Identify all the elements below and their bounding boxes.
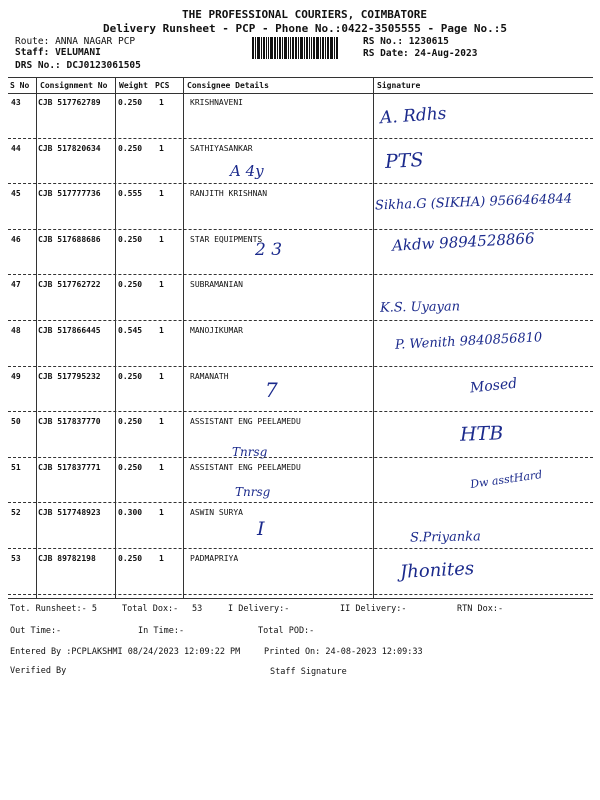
sno-cell: 46 (11, 234, 21, 244)
col-divider (373, 78, 374, 598)
verified-by: Verified By (10, 666, 67, 676)
rs-no-value: 1230615 (408, 36, 449, 47)
rs-date-label: RS Date: (363, 48, 409, 59)
route-label: Route: (15, 36, 50, 47)
pcs-cell: 1 (159, 189, 164, 199)
weight-cell: 0.250 (118, 462, 143, 472)
col-header-signature: Signature (377, 81, 421, 90)
consignment-cell: CJB 517837771 (38, 462, 101, 472)
sno-cell: 53 (11, 554, 21, 563)
consignment-cell: CJB 517762722 (38, 280, 101, 290)
consignee-cell: RANJITH KRISHNAN (190, 189, 268, 199)
entered-by: Entered By :PCPLAKSHMI 08/24/2023 12:09:22 PM (10, 647, 241, 657)
staff-value: VELUMANI (55, 47, 101, 58)
runsheet-subtitle: Delivery Runsheet - PCP - Phone No.:0422-3505555 - Page No.:5 (103, 22, 507, 35)
sno-cell: 43 (11, 98, 21, 107)
pcs-cell: 1 (159, 417, 164, 427)
consignee-cell: ASSISTANT ENG PEELAMEDU (190, 417, 301, 427)
total-pod: Total POD:- (258, 626, 315, 636)
sno-cell: 47 (11, 280, 21, 290)
rs-date-value: 24-Aug-2023 (414, 48, 478, 59)
printed-on: Printed On: 24-08-2023 12:09:33 (264, 647, 423, 657)
handwritten-signature: Akdw 9894528866 (391, 229, 535, 255)
col-header-sno: S No (10, 81, 30, 90)
pcs-cell: 1 (159, 280, 164, 290)
out-time: Out Time:- (10, 626, 62, 636)
pcs-cell: 1 (159, 554, 164, 563)
consignee-cell: SUBRAMANIAN (190, 280, 243, 290)
weight-cell: 0.250 (118, 280, 143, 290)
consignee-cell: RAMANATH (190, 371, 229, 381)
rs-no-label: RS No.: (363, 36, 404, 47)
rs-date-row (363, 48, 477, 59)
consignee-cell: ASWIN SURYA (190, 508, 243, 518)
handwritten-signature: S.Priyanka (409, 529, 481, 547)
table-bottom-rule (8, 598, 593, 599)
handwritten-signature: K.S. Uyayan (379, 299, 461, 317)
rs-no-row (363, 36, 449, 47)
consignment-cell: CJB 517762789 (38, 98, 101, 107)
tot-runsheet: Tot. Runsheet:- 5 (10, 604, 97, 614)
sno-cell: 48 (11, 326, 21, 335)
col-divider (36, 78, 37, 598)
rtn-dox: RTN Dox:- (457, 604, 504, 614)
handwritten-signature: HTB (459, 422, 504, 446)
col-divider (115, 78, 116, 598)
weight-cell: 0.250 (118, 371, 143, 381)
consignee-cell: MANOJIKUMAR (190, 326, 243, 335)
consignment-cell: CJB 517837770 (38, 417, 101, 427)
company-title: THE PROFESSIONAL COURIERS, COIMBATORE (182, 8, 428, 21)
handwritten-signature: A. Rdhs (379, 103, 448, 129)
handwritten-note: Tnrsg (235, 484, 271, 499)
ii-delivery: II Delivery:- (340, 604, 407, 614)
handwritten-note: 7 (265, 377, 278, 402)
consignee-cell: KRISHNAVENI (190, 98, 243, 107)
col-header-pcs: PCS (155, 81, 170, 90)
row-separator (8, 502, 593, 503)
weight-cell: 0.300 (118, 508, 143, 518)
staff-label: Staff: (15, 47, 50, 58)
sno-cell: 50 (11, 417, 21, 427)
row-separator (8, 457, 593, 458)
consignment-cell: CJB 517748923 (38, 508, 101, 518)
col-header-consignee: Consignee Details (187, 81, 269, 90)
weight-cell: 0.250 (118, 554, 143, 563)
row-separator (8, 411, 593, 412)
sno-cell: 52 (11, 508, 21, 518)
consignee-cell: SATHIYASANKAR (190, 143, 253, 153)
consignment-cell: CJB 517795232 (38, 371, 101, 381)
barcode-graphic (252, 37, 358, 59)
weight-cell: 0.250 (118, 417, 143, 427)
row-separator (8, 320, 593, 321)
handwritten-signature: Dw asstHard (469, 467, 544, 491)
in-time: In Time:- (138, 626, 185, 636)
consignment-cell: CJB 517777736 (38, 189, 101, 199)
consignment-cell: CJB 517820634 (38, 143, 101, 153)
row-separator (8, 183, 593, 184)
col-divider (183, 78, 184, 598)
consignment-cell: CJB 517866445 (38, 326, 101, 335)
handwritten-note: 2 3 (255, 239, 283, 260)
total-dox-value: 53 (192, 604, 203, 614)
total-dox-label: Total Dox:- (122, 604, 179, 614)
consignee-cell: STAR EQUIPMENTS (190, 234, 263, 244)
i-delivery: I Delivery:- (228, 604, 290, 614)
pcs-cell: 1 (159, 234, 164, 244)
handwritten-note: Tnrsg (232, 445, 268, 460)
weight-cell: 0.250 (118, 143, 143, 153)
sno-cell: 49 (11, 371, 21, 381)
drs-label: DRS No.: (15, 60, 61, 71)
pcs-cell: 1 (159, 326, 164, 335)
route-row (15, 36, 135, 47)
sno-cell: 44 (11, 143, 21, 153)
handwritten-signature: Sikha.G (SIKHA) 9566464844 (374, 191, 573, 214)
pcs-cell: 1 (159, 462, 164, 472)
handwritten-note: I (257, 518, 265, 541)
row-separator (8, 274, 593, 275)
pcs-cell: 1 (159, 508, 164, 518)
pcs-cell: 1 (159, 371, 164, 381)
handwritten-signature: Jhonites (399, 558, 475, 583)
row-separator (8, 594, 593, 595)
pcs-cell: 1 (159, 143, 164, 153)
sno-cell: 51 (11, 462, 21, 472)
header-bottom-rule (8, 93, 593, 94)
row-separator (8, 366, 593, 367)
table-top-rule (8, 77, 593, 78)
weight-cell: 0.545 (118, 326, 143, 335)
row-separator (8, 548, 593, 549)
consignment-cell: CJB 517688686 (38, 234, 101, 244)
drs-value: DCJ0123061505 (66, 60, 141, 71)
handwritten-signature: P. Wenith 9840856810 (394, 330, 543, 353)
row-separator (8, 138, 593, 139)
weight-cell: 0.250 (118, 98, 143, 107)
consignee-cell: PADMAPRIYA (190, 554, 239, 563)
col-header-consignment: Consignment No (40, 81, 108, 90)
staff-signature-label: Staff Signature (270, 667, 347, 677)
handwritten-signature: PTS (384, 148, 425, 173)
consignment-cell: CJB 89782198 (38, 554, 96, 563)
route-value: ANNA NAGAR PCP (55, 36, 136, 47)
handwritten-signature: Mosed (469, 375, 518, 397)
consignee-cell: ASSISTANT ENG PEELAMEDU (190, 462, 301, 472)
col-header-weight: Weight (119, 81, 148, 90)
row-separator (8, 229, 593, 230)
drs-row (15, 60, 141, 71)
weight-cell: 0.555 (118, 189, 143, 199)
pcs-cell: 1 (159, 98, 164, 107)
sno-cell: 45 (11, 189, 21, 199)
staff-row (15, 47, 101, 58)
weight-cell: 0.250 (118, 234, 143, 244)
handwritten-note: A 4y (230, 161, 264, 180)
